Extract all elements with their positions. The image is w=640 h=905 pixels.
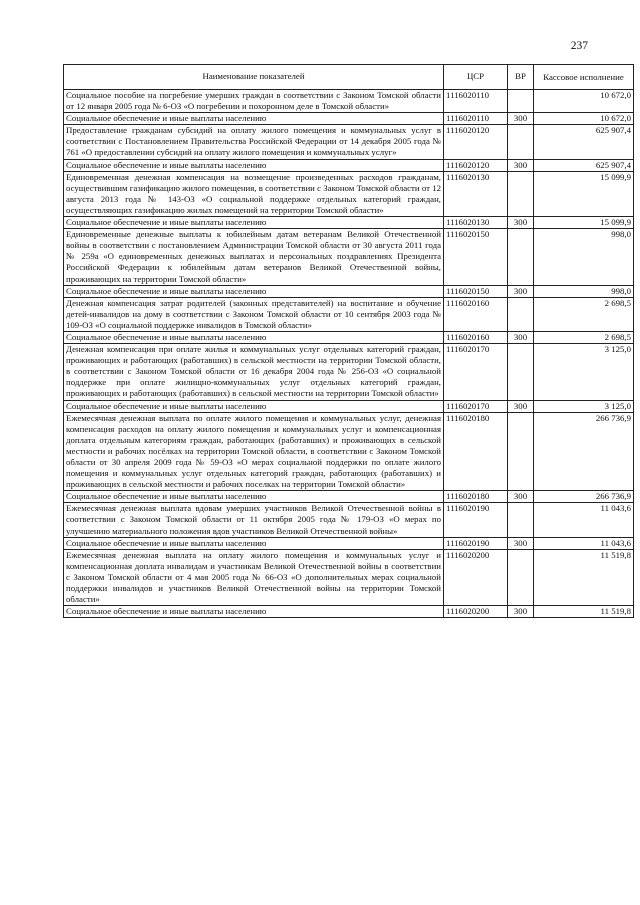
table-header-row (64, 65, 634, 90)
table-row (64, 331, 634, 343)
cell-sum: 3 125,0 (534, 400, 634, 412)
table-row (64, 412, 634, 491)
cell-vr (508, 412, 534, 491)
cell-name: Денежная компенсация затрат родителей (законных представителей) на воспитание и обучение детей-инвалидов на дому в соответствии с Законом Томской области от 10 сентября 2003 года № 109-ОЗ «О социальной поддержке инвалидов в Томской области» (64, 297, 444, 331)
cell-name: Предоставление гражданам субсидий на оплату жилого помещения и коммунальных услуг в соответствии с Постановлением Правительства Российской Федерации от 14 декабря 2005 года № 761 «О предоставлении субсидий на оплату жилого помещения и коммунальных услуг» (64, 125, 444, 159)
cell-sum: 11 043,6 (534, 503, 634, 537)
cell-name: Социальное обеспечение и иные выплаты населению (64, 606, 444, 618)
table-row (64, 217, 634, 229)
cell-csr: 1116020120 (444, 159, 508, 171)
cell-csr: 1116020190 (444, 503, 508, 537)
cell-name: Социальное обеспечение и иные выплаты населению (64, 217, 444, 229)
cell-csr: 1116020200 (444, 549, 508, 605)
table-row (64, 297, 634, 331)
table-body (64, 90, 634, 618)
cell-sum: 998,0 (534, 285, 634, 297)
header-name: Наименование показателей (64, 65, 444, 90)
cell-name: Ежемесячная денежная выплата по оплате жилого помещения и коммунальных услуг, денежная компенсация расходов на оплату жилого помещения и коммунальных услуг и компенсационная доплата отдельным категориям граждан, работающих (работавших) и проживающих в сельской местности и рабочих посёлках на территории Томской области, в соответствии с Законом Томской области от 30 апреля 2009 года № 59-ОЗ «О мерах социальной поддержки по оплате жилого помещения и коммунальных услуг отдельных категорий граждан, работающих (работавших) и проживающих в сельской местности и рабочих поселках на территории Томской области» (64, 412, 444, 491)
cell-name: Социальное обеспечение и иные выплаты населению (64, 331, 444, 343)
cell-sum: 10 672,0 (534, 90, 634, 113)
cell-vr (508, 503, 534, 537)
cell-name: Ежемесячная денежная выплата на оплату жилого помещения и коммунальных услуг и компенсационная доплата инвалидам и участникам Великой Отечественной войны в соответствии с Законом Томской области от 4 мая 2005 года № 66-ОЗ «О дополнительных мерах социальной поддержки инвалидов и участников Великой Отечественной войны на территории Томской области» (64, 549, 444, 605)
cell-csr: 1116020170 (444, 400, 508, 412)
table-row (64, 400, 634, 412)
cell-name: Социальное пособие на погребение умерших граждан в соответствии с Законом Томской области от 12 января 2005 года № 6-ОЗ «О погребении и похоронном деле в Томской области» (64, 90, 444, 113)
table-row (64, 171, 634, 216)
table-row (64, 125, 634, 159)
cell-csr: 1116020190 (444, 537, 508, 549)
page-number: 237 (570, 40, 588, 52)
cell-vr: 300 (508, 159, 534, 171)
cell-name: Социальное обеспечение и иные выплаты населению (64, 113, 444, 125)
cell-csr: 1116020180 (444, 491, 508, 503)
cell-name: Социальное обеспечение и иные выплаты населению (64, 285, 444, 297)
cell-sum: 266 736,9 (534, 491, 634, 503)
cell-vr: 300 (508, 113, 534, 125)
table-row (64, 491, 634, 503)
cell-csr: 1116020150 (444, 285, 508, 297)
budget-table (63, 64, 634, 618)
cell-vr: 300 (508, 400, 534, 412)
table-row (64, 549, 634, 605)
cell-csr: 1116020160 (444, 297, 508, 331)
cell-name: Денежная компенсация при оплате жилья и коммунальных услуг отдельных категорий граждан, проживающих и работающих (работавших) в сельской местности на территории Томской области, в соответствии с Законом Томской области от 16 декабря 2004 года № 256-ОЗ «О социальной поддержке при оплате жилищно-коммунальных услуг отдельных категорий граждан, проживающих и работающих (работавших) в сельской местности на территории Томской области» (64, 344, 444, 400)
cell-vr (508, 229, 534, 285)
cell-sum: 2 698,5 (534, 297, 634, 331)
cell-sum: 625 907,4 (534, 125, 634, 159)
cell-name: Социальное обеспечение и иные выплаты населению (64, 491, 444, 503)
cell-sum: 15 099,9 (534, 217, 634, 229)
header-csr: ЦСР (444, 65, 508, 90)
cell-csr: 1116020110 (444, 90, 508, 113)
cell-sum: 266 736,9 (534, 412, 634, 491)
cell-vr: 300 (508, 285, 534, 297)
cell-vr (508, 90, 534, 113)
cell-vr (508, 549, 534, 605)
cell-vr: 300 (508, 606, 534, 618)
table-row (64, 503, 634, 537)
cell-sum: 15 099,9 (534, 171, 634, 216)
cell-name: Социальное обеспечение и иные выплаты населению (64, 537, 444, 549)
cell-name: Ежемесячная денежная выплата вдовам умерших участников Великой Отечественной войны в соответствии с Законом Томской области от 11 октября 2005 года № 179-ОЗ «О мерах по улучшению материального положения вдов участников Великой Отечественной войны» (64, 503, 444, 537)
cell-name: Единовременные денежные выплаты к юбилейным датам ветеранам Великой Отечественной войны в соответствии с постановлением Администрации Томской области от 30 августа 2011 года № 259а «О единовременных денежных выплатах и персональных поздравлениях Президента Российской Федерации к юбилейным датам ветеранов Великой Отечественной войны, проживающих на территории Томской области» (64, 229, 444, 285)
cell-csr: 1116020110 (444, 113, 508, 125)
cell-csr: 1116020120 (444, 125, 508, 159)
cell-csr: 1116020130 (444, 217, 508, 229)
cell-vr (508, 344, 534, 400)
table-row (64, 159, 634, 171)
table-row (64, 285, 634, 297)
cell-csr: 1116020150 (444, 229, 508, 285)
cell-name: Единовременная денежная компенсация на возмещение произведенных расходов гражданам, осуществившим газификацию жилого помещения, в соответствии с Законом Томской области от 12 августа 2013 года № 143-ОЗ «О социальной поддержке отдельных категорий граждан, осуществляющих газификацию жилых помещений на территории Томской области» (64, 171, 444, 216)
cell-sum: 11 519,8 (534, 549, 634, 605)
cell-csr: 1116020170 (444, 344, 508, 400)
cell-vr: 300 (508, 537, 534, 549)
cell-sum: 11 043,6 (534, 537, 634, 549)
cell-vr: 300 (508, 217, 534, 229)
cell-sum: 10 672,0 (534, 113, 634, 125)
cell-vr (508, 297, 534, 331)
cell-csr: 1116020160 (444, 331, 508, 343)
header-vr: ВР (508, 65, 534, 90)
cell-sum: 625 907,4 (534, 159, 634, 171)
cell-vr: 300 (508, 331, 534, 343)
header-sum: Кассовое исполнение (534, 65, 634, 90)
cell-sum: 3 125,0 (534, 344, 634, 400)
cell-vr (508, 125, 534, 159)
cell-name: Социальное обеспечение и иные выплаты населению (64, 159, 444, 171)
table-row (64, 113, 634, 125)
cell-name: Социальное обеспечение и иные выплаты населению (64, 400, 444, 412)
cell-vr (508, 171, 534, 216)
cell-csr: 1116020180 (444, 412, 508, 491)
cell-sum: 998,0 (534, 229, 634, 285)
cell-sum: 2 698,5 (534, 331, 634, 343)
cell-sum: 11 519,8 (534, 606, 634, 618)
table-row (64, 229, 634, 285)
cell-vr: 300 (508, 491, 534, 503)
table-row (64, 90, 634, 113)
table-row (64, 606, 634, 618)
cell-csr: 1116020200 (444, 606, 508, 618)
table-row (64, 344, 634, 400)
table-row (64, 537, 634, 549)
cell-csr: 1116020130 (444, 171, 508, 216)
